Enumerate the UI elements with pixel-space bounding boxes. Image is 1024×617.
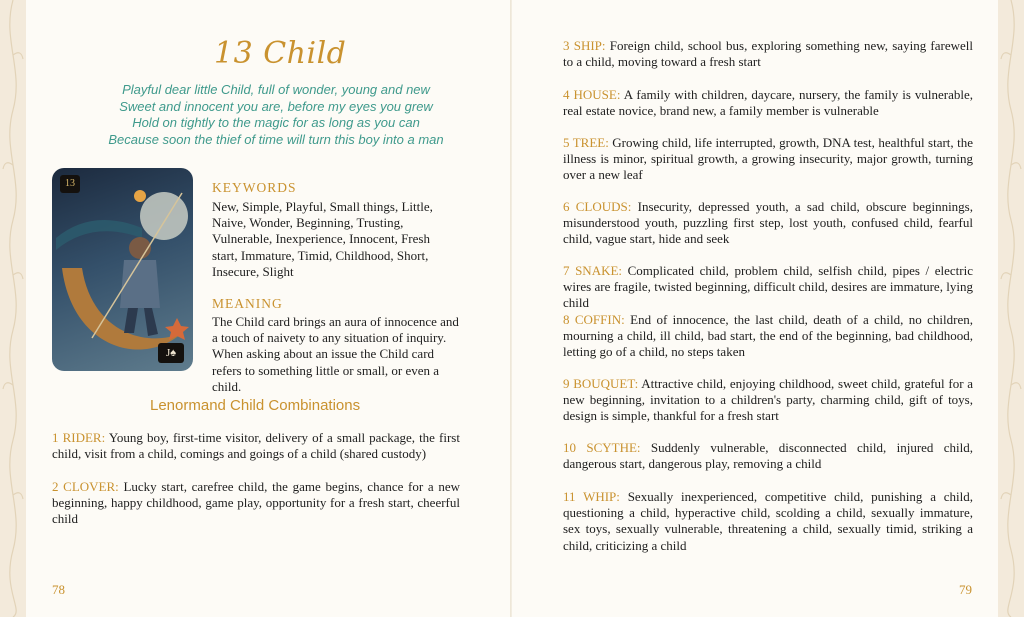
entry-label: 1 RIDER:	[52, 430, 106, 445]
poem-line: Playful dear little Child, full of wonder, young and new	[122, 82, 430, 97]
keywords-heading: KEYWORDS	[212, 180, 297, 195]
combination-entry	[563, 87, 973, 119]
entry-label: 6 CLOUDS:	[563, 199, 632, 214]
entry-text: Complicated child, problem child, selfish child, pipes / electric wires are fragile, twisted beginning, difficult child, desires are immature, lying child	[563, 263, 973, 311]
combination-entry	[563, 135, 973, 184]
meaning-text: The Child card brings an aura of innocence and a touch of naivety to any situation of inquiry. When asking about an issue the Child card refers to something little or small, or even a child.	[212, 314, 459, 394]
combination-entry	[563, 38, 973, 70]
entry-label: 4 HOUSE:	[563, 87, 621, 102]
card-suit-badge: J♠	[158, 343, 184, 363]
left-page	[26, 0, 512, 617]
combination-entry	[52, 479, 460, 528]
entry-text: Foreign child, school bus, exploring something new, saying farewell to a child, moving toward a fresh start	[563, 38, 973, 70]
poem-line: Because soon the thief of time will turn this boy into a man	[108, 131, 444, 147]
combination-entry	[563, 440, 973, 472]
child-on-moon-illustration	[52, 168, 193, 371]
entry-label: 2 CLOVER:	[52, 479, 119, 494]
entry-label: 7 SNAKE:	[563, 263, 623, 278]
entry-label: 5 TREE:	[563, 135, 609, 150]
combination-entry	[563, 376, 973, 425]
combinations-heading: Lenormand Child Combinations	[150, 397, 361, 414]
entry-label: 10 SCYTHE:	[563, 440, 641, 455]
poem-line: Hold on tightly to the magic for as long as you can	[132, 115, 420, 130]
page-number: 79	[959, 582, 972, 597]
combination-entry	[563, 199, 973, 248]
combination-entry	[563, 263, 973, 312]
entry-text: Young boy, first-time visitor, delivery of a small package, the first child, visit from a child, comings and goings of a child (shared custody)	[52, 430, 460, 462]
entry-text: Lucky start, carefree child, the game begins, chance for a new beginning, happy childhood, game play, opportunity for a fresh start, cheerful child	[52, 479, 460, 527]
entry-text: Attractive child, enjoying childhood, sweet child, grateful for a new beginning, invitation to a children's party, charming child, gift of toys, design is simple, thankful for a fresh start	[563, 376, 973, 424]
entry-text: Growing child, life interrupted, growth, DNA test, healthful start, the illness is minor, spiritual growth, a growing insecurity, major growth, turning over a new leaf	[563, 135, 974, 183]
right-floral-border	[998, 0, 1024, 617]
entry-label: 8 COFFIN:	[563, 312, 625, 327]
combination-entry	[52, 430, 460, 462]
right-page	[512, 0, 998, 617]
entry-label: 9 BOUQUET:	[563, 376, 639, 391]
card-poem	[76, 82, 476, 148]
meaning-heading: MEANING	[212, 296, 283, 311]
entry-label: 11 WHIP:	[563, 489, 620, 504]
card-title: 13 Child	[214, 36, 347, 71]
card-number-badge: 13	[60, 175, 80, 193]
entry-text: Insecurity, depressed youth, a sad child, obscure beginnings, misunderstood youth, puzzling first step, lost youth, confused child, fearful child, vague start, hide and seek	[563, 199, 973, 247]
child-card-image	[52, 168, 193, 371]
keywords-text: New, Simple, Playful, Small things, Little, Naive, Wonder, Beginning, Trusting, Vulnerable, Inexperience, Innocent, Fresh start, Immature, Timid, Childhood, Short, Insecure, Slight	[212, 199, 433, 279]
page-number: 78	[52, 582, 65, 597]
combination-entry	[563, 312, 973, 361]
left-floral-border	[0, 0, 26, 617]
entry-text: Suddenly vulnerable, disconnected child, injured child, dangerous start, dangerous play, removing a child	[563, 440, 974, 472]
entry-label: 3 SHIP:	[563, 38, 606, 53]
entry-text: A family with children, daycare, nursery, the family is vulnerable, real estate novice, brand new, a family member is vulnerable	[563, 87, 973, 119]
combination-entry	[563, 489, 973, 554]
entry-text: End of innocence, the last child, death of a child, no children, mourning a child, ill child, bad start, the end of the beginning, bad childhood, letting go of a child, no steps taken	[563, 312, 974, 360]
entry-text: Sexually inexperienced, competitive child, punishing a child, questioning a child, hyperactive child, scolding a child, sexually immature, sex toys, sexually vulnerable, threatening a child, sexually timid, striking a child, criticizing a child	[563, 489, 973, 553]
poem-line: Sweet and innocent you are, before my eyes you grew	[119, 98, 433, 114]
